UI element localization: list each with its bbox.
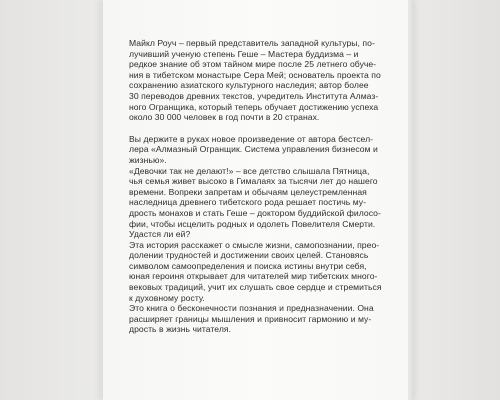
text-line: Эта история расскажет о смысле жизни, самопознании, прео- — [129, 239, 380, 250]
text-line: вековых традиций, учит их слушать свое сердце и стремиться — [129, 282, 382, 293]
text-line: чья семья живет высоко в Гималаях за тысячи лет до нашего — [129, 176, 378, 187]
text-line: юная героиня открывает для читателей мир тибетских много- — [129, 271, 378, 282]
text-line: времени. Вопреки запретам и обычаям целеустремленная — [129, 186, 367, 197]
text-line: Вы держите в руках новое произведение от автора бестсел- — [129, 133, 374, 144]
text-line: лера «Алмазный Огранщик. Система управления бизнесом и — [129, 144, 378, 155]
author-bio — [129, 38, 390, 123]
text-line: лучивший ученую степень Геше – Мастера буддизма – и — [129, 48, 359, 59]
text-line: Удастся ли ей? — [129, 229, 191, 240]
text-line: дрость в жизнь читателя. — [129, 324, 232, 335]
text-line: расширяет границы мышления и привносит гармонию и му- — [129, 313, 372, 324]
text-line: 30 переводов древних текстов, учредитель Института Алмаз- — [129, 90, 379, 101]
text-line: редкое знание об этом тайном мире после 25 летнего обуче- — [129, 59, 377, 70]
story-paragraph — [129, 166, 390, 240]
closing-paragraph — [129, 303, 390, 335]
text-line: фии, чтобы исцелить родных и одолеть Повелителя Смерти. — [129, 218, 376, 229]
text-line: ного Огранщика, который теперь обучает достижению успеха — [129, 101, 379, 112]
text-line: наследница древнего тибетского рода решает постичь му- — [129, 197, 367, 208]
text-line: к духовному росту. — [129, 292, 205, 303]
text-line: долении трудностей и достижении своих целей. Становясь — [129, 250, 369, 261]
text-line: дрость монахов и стать Геше – доктором буддийской филосо- — [129, 207, 381, 218]
text-line: «Девочки так не делают!» – все детство слышала Пятница, — [129, 165, 370, 176]
theme-paragraph — [129, 240, 390, 304]
text-line: сохранению азиатского культурного наследия; автор более — [129, 80, 369, 91]
book-back-cover — [103, 0, 410, 400]
page-edge — [408, 0, 414, 400]
text-line: ния в тибетском монастыре Сера Мей; основатель проекта по — [129, 69, 381, 80]
intro-paragraph — [129, 134, 390, 166]
text-line: символом самоопределения и поиска истины внутри себя, — [129, 260, 367, 271]
text-line: Майкл Роуч – первый представитель западной культуры, по- — [129, 38, 375, 48]
text-line: Это книга о бесконечности познания и предназначении. Она — [129, 303, 374, 314]
text-line: около 30 000 человек в год почти в 20 странах. — [129, 112, 320, 123]
text-line: жизнью». — [129, 154, 167, 165]
